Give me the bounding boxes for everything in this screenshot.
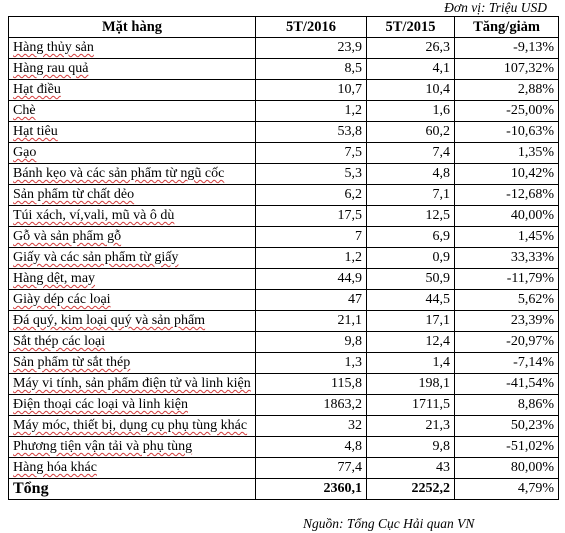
value-2015-cell: 26,3: [367, 38, 455, 59]
value-2016-cell: 1,2: [256, 101, 367, 122]
value-2016-cell: 7,5: [256, 143, 367, 164]
table-row: [9, 311, 559, 332]
value-2015-cell: 4,8: [367, 164, 455, 185]
value-2015-cell: 4,1: [367, 59, 455, 80]
item-name-cell: Hàng thủy sản: [9, 38, 256, 59]
value-2016-cell: 8,5: [256, 59, 367, 80]
value-2016-cell: 5,3: [256, 164, 367, 185]
item-name-cell: Hạt tiêu: [9, 122, 256, 143]
change-cell: 50,23%: [455, 416, 559, 437]
change-cell: 10,42%: [455, 164, 559, 185]
value-2015-cell: 0,9: [367, 248, 455, 269]
item-name-cell: Túi xách, ví,vali, mũ và ô dù: [9, 206, 256, 227]
change-cell: -10,63%: [455, 122, 559, 143]
value-2016-cell: 9,8: [256, 332, 367, 353]
change-cell: 80,00%: [455, 458, 559, 479]
change-cell: 5,62%: [455, 290, 559, 311]
change-cell: -20,97%: [455, 332, 559, 353]
value-2015-cell: 1,6: [367, 101, 455, 122]
value-2015-cell: 43: [367, 458, 455, 479]
header-item: Mặt hàng: [9, 17, 256, 38]
export-table: [8, 16, 559, 500]
item-name-cell: Hàng rau quả: [9, 59, 256, 80]
value-2016-cell: 21,1: [256, 311, 367, 332]
item-name-cell: Gỗ và sản phẩm gỗ: [9, 227, 256, 248]
value-2015-cell: 60,2: [367, 122, 455, 143]
value-2015-cell: 1,4: [367, 353, 455, 374]
change-cell: 2,88%: [455, 80, 559, 101]
item-name-cell: Máy vi tính, sản phẩm điện tử và linh kiện: [9, 374, 256, 395]
change-cell: -9,13%: [455, 38, 559, 59]
table-body: [9, 38, 559, 500]
table-row: [9, 458, 559, 479]
value-2016-cell: 77,4: [256, 458, 367, 479]
item-name-cell: Hàng hóa khác: [9, 458, 256, 479]
header-change: Tăng/giảm: [455, 17, 559, 38]
item-name-cell: Điện thoại các loại và linh kiện: [9, 395, 256, 416]
value-2016-cell: 17,5: [256, 206, 367, 227]
item-name-cell: Sản phẩm từ sắt thép: [9, 353, 256, 374]
change-cell: 33,33%: [455, 248, 559, 269]
table-row: [9, 206, 559, 227]
table-row: [9, 416, 559, 437]
value-2015-cell: 44,5: [367, 290, 455, 311]
source-note: Nguồn: Tổng Cục Hải quan VN: [303, 516, 475, 531]
table-row: [9, 269, 559, 290]
item-name-cell: Hàng dệt, may: [9, 269, 256, 290]
item-name-cell: Tổng: [9, 479, 256, 500]
item-name-cell: Giấy và các sản phẩm từ giấy: [9, 248, 256, 269]
change-cell: -11,79%: [455, 269, 559, 290]
change-cell: 40,00%: [455, 206, 559, 227]
value-2015-cell: 21,3: [367, 416, 455, 437]
item-name-cell: Phương tiện vận tải và phụ tùng: [9, 437, 256, 458]
value-2015-cell: 2252,2: [367, 479, 455, 500]
value-2016-cell: 1863,2: [256, 395, 367, 416]
table-row: [9, 185, 559, 206]
table-header-row: [9, 17, 559, 38]
value-2016-cell: 6,2: [256, 185, 367, 206]
value-2016-cell: 1,2: [256, 248, 367, 269]
value-2015-cell: 198,1: [367, 374, 455, 395]
table-row: [9, 374, 559, 395]
value-2016-cell: 47: [256, 290, 367, 311]
value-2015-cell: 50,9: [367, 269, 455, 290]
value-2015-cell: 10,4: [367, 80, 455, 101]
table-row: [9, 332, 559, 353]
item-name-cell: Máy móc, thiết bị, dụng cụ phụ tùng khác: [9, 416, 256, 437]
table-row: [9, 248, 559, 269]
change-cell: -51,02%: [455, 437, 559, 458]
value-2015-cell: 12,4: [367, 332, 455, 353]
change-cell: -25,00%: [455, 101, 559, 122]
change-cell: 4,79%: [455, 479, 559, 500]
item-name-cell: Sắt thép các loại: [9, 332, 256, 353]
change-cell: -12,68%: [455, 185, 559, 206]
total-row: [9, 479, 559, 500]
value-2016-cell: 10,7: [256, 80, 367, 101]
value-2016-cell: 53,8: [256, 122, 367, 143]
change-cell: 1,45%: [455, 227, 559, 248]
change-cell: -41,54%: [455, 374, 559, 395]
header-5t-2016: 5T/2016: [256, 17, 367, 38]
value-2015-cell: 1711,5: [367, 395, 455, 416]
item-name-cell: Sản phẩm từ chất dẻo: [9, 185, 256, 206]
value-2016-cell: 23,9: [256, 38, 367, 59]
value-2015-cell: 6,9: [367, 227, 455, 248]
table-row: [9, 122, 559, 143]
item-name-cell: Hạt điều: [9, 80, 256, 101]
table-row: [9, 164, 559, 185]
item-name-cell: Chè: [9, 101, 256, 122]
item-name-cell: Bánh kẹo và các sản phẩm từ ngũ cốc: [9, 164, 256, 185]
value-2015-cell: 12,5: [367, 206, 455, 227]
table-row: [9, 437, 559, 458]
unit-note: Đơn vị: Triệu USD: [444, 0, 547, 15]
change-cell: 1,35%: [455, 143, 559, 164]
value-2016-cell: 4,8: [256, 437, 367, 458]
table-row: [9, 80, 559, 101]
item-name-cell: Gạo: [9, 143, 256, 164]
change-cell: -7,14%: [455, 353, 559, 374]
table-row: [9, 143, 559, 164]
table-row: [9, 290, 559, 311]
table-row: [9, 59, 559, 80]
change-cell: 23,39%: [455, 311, 559, 332]
value-2015-cell: 9,8: [367, 437, 455, 458]
change-cell: 8,86%: [455, 395, 559, 416]
item-name-cell: Đá quý, kim loại quý và sản phẩm: [9, 311, 256, 332]
table-row: [9, 101, 559, 122]
header-5t-2015: 5T/2015: [367, 17, 455, 38]
table-row: [9, 38, 559, 59]
value-2016-cell: 2360,1: [256, 479, 367, 500]
table-row: [9, 227, 559, 248]
value-2015-cell: 7,1: [367, 185, 455, 206]
value-2016-cell: 32: [256, 416, 367, 437]
table-row: [9, 353, 559, 374]
value-2015-cell: 17,1: [367, 311, 455, 332]
item-name-cell: Giày dép các loại: [9, 290, 256, 311]
value-2016-cell: 7: [256, 227, 367, 248]
value-2016-cell: 44,9: [256, 269, 367, 290]
value-2016-cell: 1,3: [256, 353, 367, 374]
table-row: [9, 395, 559, 416]
value-2015-cell: 7,4: [367, 143, 455, 164]
change-cell: 107,32%: [455, 59, 559, 80]
value-2016-cell: 115,8: [256, 374, 367, 395]
